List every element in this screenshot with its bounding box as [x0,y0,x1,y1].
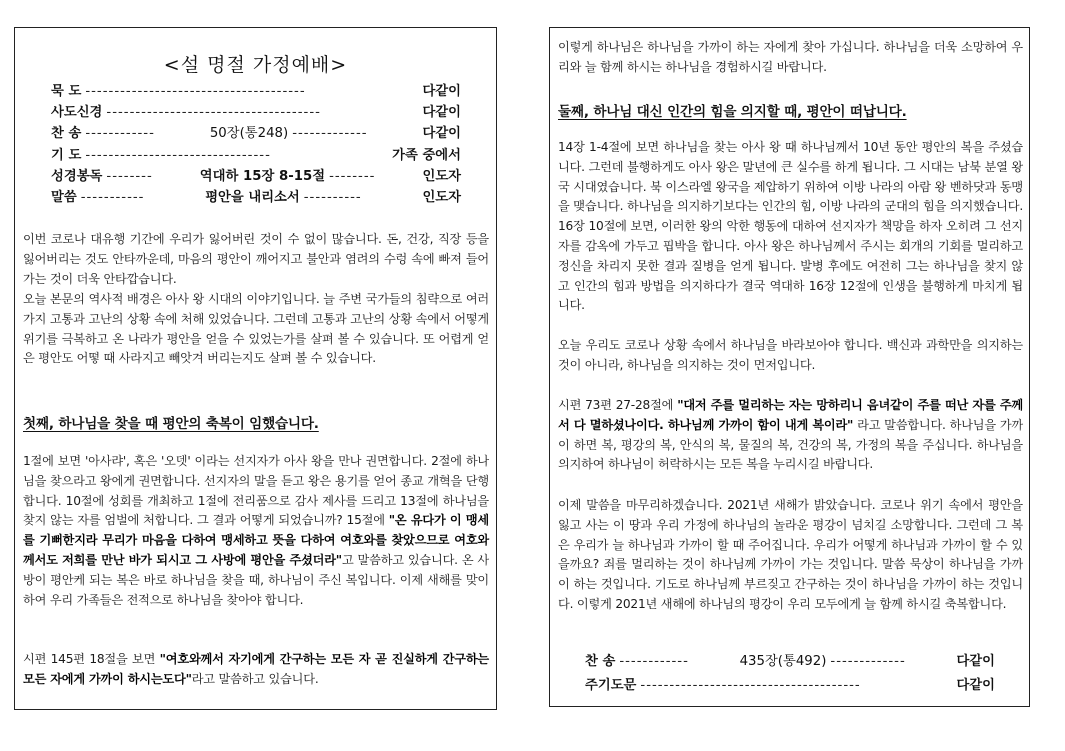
continuation-paragraph: 이렇게 하나님은 하나님을 가까이 하는 자에게 찾아 가십니다. 하나님을 더욱 소망하여 우리와 늘 함께 하시는 하나님을 경험하시길 바랍니다. [558,40,1023,74]
left-page [14,27,497,710]
order-leader-line: ------------- [830,654,906,669]
paragraph-text: 고 말씀하고 있습니다. 온 사방이 평안케 되는 복은 바로 하나님을 찾을 때, 하나님이 주신 복입니다. 이제 새해를 맞이하여 우리 가족들은 전적으로 하나님을 찾아야 합니다. [23,552,489,607]
order-leader-line: -------------------------------- [85,147,271,163]
paragraph-text: 라고 말씀합니다. 하나님을 가까이 하면 복, 평강의 복, 안식의 복, 물질의 복, 건강의 복, 가정의 복을 주십니다. 하나님을 의지하여 하나님이 허락하시는 모든 복을 누리시길 바랍니다. [558,417,1023,472]
paragraph-text: 라고 말씀하고 있습니다. [191,671,319,686]
order-row-prayer [51,144,461,165]
order-item-name: 성경봉독 [51,168,103,184]
page-title: <설 명절 가정예배> [163,54,348,76]
order-leader-line: ------------ [619,654,689,669]
order-leader-line: -------------------------------------- [640,678,861,693]
order-item-name: 찬 송 [51,126,82,142]
order-row-silent-prayer [51,80,461,101]
order-item-detail: 435장(통492) [739,654,827,669]
order-row-apostles-creed [51,101,461,122]
body-paragraph-6: 이제 말씀을 마무리하겠습니다. 2021년 새해가 밝았습니다. 코로나 위기 속에서 평안을 잃고 사는 이 땅과 우리 가정에 하나님의 놀라운 평강이 넘치길 소망합니다. 그런데 그 복은 우리가 늘 하나님과 가까이 할 때 주어집니다. 우리가 어떻게 하나님과 가까이 할 수 있을까요? 죄를 멀리하는 것이 하나님께 가까이 가는 것입니다. 말씀 묵상이 하나님을 가까이 하는 것입니다. 기도로 하나님께 부르짖고 간구하는 것이 하나님을 가까이 하는 것입니다. 이렇게 2021년 새해에 하나님의 평강이 우리 모두에게 늘 함께 하시길 축복합니다. [558,498,1023,611]
body-paragraph-5 [558,396,1023,475]
intro-paragraph-2: 오늘 본문의 역사적 배경은 아사 왕 시대의 이야기입니다. 늘 주변 국가들의 침략으로 여러 가지 고통과 고난의 상황 속에 처해 있었습니다. 그런데 고통과 고난의 상황 속에서 어떻게 위기를 극복하고 온 나라가 평안을 얻을 수 있었는가를 살펴 볼 수 있습니다. 또 어렵게 얻은 평안도 어떻 때 사라지고 빼앗겨 버리는지도 살펴 볼 수 있습니다. [23,292,489,366]
order-item-leader: 다같이 [956,654,995,669]
closing-order [585,650,995,698]
order-item-leader: 인도자 [422,189,461,205]
section-heading-1: 첫째, 하나님을 찾을 때 평안의 축복이 임했습니다. [23,416,319,432]
order-item-leader: 가족 중에서 [392,147,461,163]
body-paragraph-1 [23,452,489,610]
intro-paragraph-1: 이번 코로나 대유행 기간에 우리가 잃어버린 것이 수 없이 많습니다. 돈, 건강, 직장 등을 잃어버리는 것도 안타까운데, 마음의 평안이 깨어지고 불안과 염려의 수렁 속에 빠져 들어가는 것이 더욱 안타깝습니다. [23,232,489,286]
order-item-detail: 50장(통248) [209,126,289,142]
paragraph-text: 1절에 보면 '아사랴', 혹은 '오뎃' 이라는 선지자가 아사 왕을 만나 권면합니다. 2절에 하나님을 찾으라고 왕에게 권면합니다. 선지자의 말을 듣고 왕은 용기를 얻어 종교 개혁을 단행합니다. 10절에 성회를 개최하고 1절에 전리품으로 감사 제사를 드리고 13절에 하나님을 찾지 않는 자를 엄벌에 처합니다. 그 결과 어떻게 되었습니까? 15절에 [23,454,489,528]
order-leader-line: -------- [106,168,153,184]
order-item-name: 사도신경 [51,105,103,121]
order-leader-line: ------------------------------------- [106,105,321,121]
order-item-leader: 인도자 [422,168,462,184]
order-item-name: 말씀 [51,189,77,205]
worship-order [51,80,461,207]
right-page [549,27,1030,707]
order-item-name: 기 도 [51,147,82,163]
order-item-name: 찬 송 [585,654,616,669]
paragraph-text: 시편 73편 27-28절에 [558,398,678,412]
scripture-quote: "대저 주를 멀리하는 자는 망하리니 음녀같이 주를 떠난 자를 주께서 다 멸하셨나이다. 하나님께 가까이 함이 내게 복이라" [558,398,1023,432]
order-leader-line: -------------------------------------- [85,84,306,99]
scripture-quote: "여호와께서 자기에게 간구하는 모든 자 곧 진실하게 간구하는 모든 자에게 가까이 하시는도다" [23,652,489,686]
body-paragraph-4: 오늘 우리도 코로나 상황 속에서 하나님을 바라보아야 합니다. 백신과 과학만을 의지하는 것이 아니라, 하나님을 의지하는 것이 먼저입니다. [558,338,1023,372]
body-paragraph-2 [23,650,489,690]
body-paragraph-3: 14장 1-4절에 보면 하나님을 찾는 아사 왕 때 하나님께서 10년 동안 평안의 복을 주셨습니다. 그런데 불행하게도 아사 왕은 말년에 큰 실수를 하게 됩니다. 그 시대는 남북 분열 왕국 시대였습니다. 북 이스라엘 왕국을 제압하기 위하여 이방 나라의 아람 왕 벤하닷과 동맹을 맺습니다. 하나님을 의지하기보다는 인간의 힘, 이방 나라의 군대의 힘을 의지했습니다. 16장 10절에 보면, 이러한 왕의 악한 행동에 대하여 선지자가 책망을 하자 오히려 그 선지자를 감옥에 가두고 핍박을 합니다. 아사 왕은 하나님께서 주시는 회개의 기회를 멀리하고 정신을 차리지 못한 결과 질병을 얻게 됩니다. 발병 후에도 여전히 그는 하나님을 찾지 않고 인간의 힘과 방법을 의지하다가 결국 역대하 16장 12절에 인생을 불행하게 마치게 됩니다. [558,140,1023,313]
order-row-lords-prayer [585,674,995,698]
order-leader-line: -------- [329,168,376,184]
order-leader-line: ------------- [292,126,368,142]
paragraph-text: 시편 145편 18절을 보면 [23,652,160,666]
order-item-leader: 다같이 [422,105,461,121]
order-row-closing-hymn [585,650,995,674]
order-item-detail: 평안을 내리소서 [205,189,300,205]
order-item-leader: 다같이 [956,678,995,693]
order-leader-line: ----------- [80,189,145,205]
section-heading-2: 둘째, 하나님 대신 인간의 힘을 의지할 때, 평안이 떠납니다. [558,104,907,120]
scripture-quote: "온 유다가 이 맹세를 기뻐한지라 무리가 마음을 다하여 맹세하고 뜻을 다하여 여호와를 찾았으므로 여호와께서도 저희를 만난 바가 되시고 그 사방에 평안을 주셨더라" [23,513,489,567]
order-item-name: 묵 도 [51,84,82,99]
order-item-detail: 역대하 15장 8-15절 [199,168,326,184]
order-leader-line: ---------- [303,189,362,205]
order-leader-line: ------------ [85,126,155,142]
order-row-scripture-reading [51,165,461,186]
order-row-sermon [51,186,461,207]
order-item-leader: 다같이 [422,84,461,99]
order-row-hymn [51,122,461,143]
order-item-name: 주기도문 [585,678,637,693]
order-item-leader: 다같이 [422,126,462,142]
